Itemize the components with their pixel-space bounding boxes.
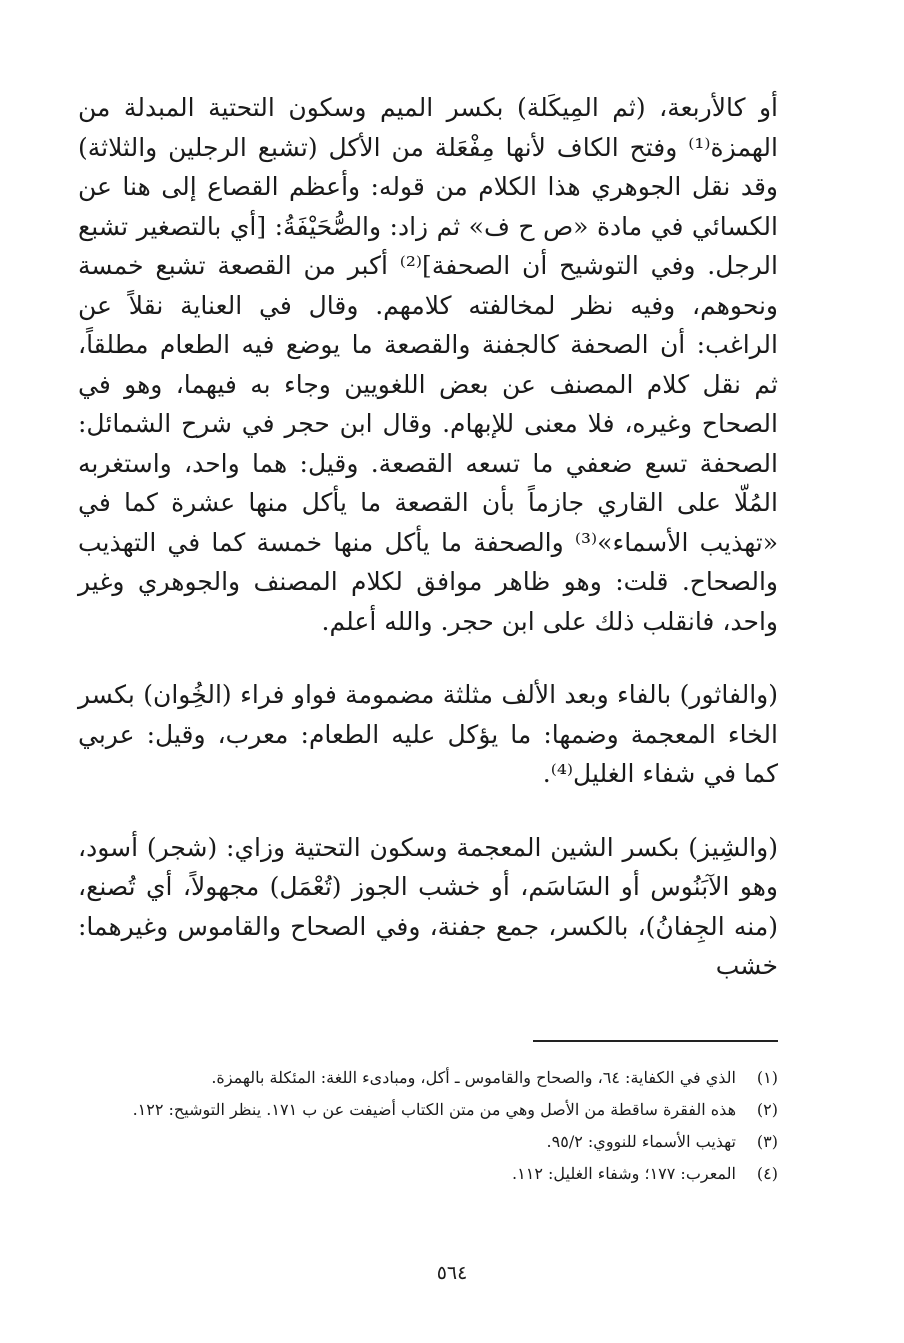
- main-text: [78, 88, 778, 986]
- footnote-1: [78, 1064, 778, 1092]
- footnote-number: (٤): [756, 1164, 778, 1183]
- paragraph-1: أو كالأربعة، (ثم المِيكَلة) بكسر الميم وسكون التحتية المبدلة من الهمزة⁽¹⁾ وفتح الكاف لأنها مِفْعَلة من الأكل (تشبع الرجلين والثلاثة) وقد نقل الجوهري هذا الكلام من قوله: وأعظم القصاع إلى هنا عن الكسائي في مادة «ص ح ف» ثم زاد: والصُّحَيْفَةُ: [أي بالتصغير تشبع الرجل. وفي التوشيح أن الصحفة]⁽²⁾ أكبر من القصعة تشبع خمسة ونحوهم، وفيه نظر لمخالفته كلامهم. وقال في العناية نقلاً عن الراغب: أن الصحفة كالجفنة والقصعة ما يوضع فيه الطعام مطلقاً، ثم نقل كلام المصنف عن بعض اللغويين وجاء به فيهما، وهو في الصحاح وغيره، فلا معنى للإبهام. وقال ابن حجر في شرح الشمائل: الصحفة تسع ضعفي ما تسعه القصعة. وقيل: هما واحد، واستغربه المُلّا على القاري جازماً بأن القصعة ما يأكل منها عشرة كما في «تهذيب الأسماء»⁽³⁾ والصحفة ما يأكل منها خمسة كما في التهذيب والصحاح. قلت: وهو ظاهر موافق لكلام المصنف والجوهري وغير واحد، فانقلب ذلك على ابن حجر. والله أعلم.: [78, 93, 779, 636]
- footnote-text: تهذيب الأسماء للنووي: ٩٥/٢.: [546, 1132, 736, 1151]
- page-number: ٥٦٤: [436, 1262, 468, 1284]
- footnote-number: (٣): [756, 1132, 778, 1151]
- footnotes: [78, 1064, 778, 1192]
- footnote-number: (١): [756, 1068, 778, 1087]
- footnote-3: [78, 1128, 778, 1156]
- footnote-separator: [533, 1040, 778, 1042]
- footnote-text: هذه الفقرة ساقطة من الأصل وهي من متن الكتاب أضيفت عن ب ١٧١. ينظر التوشيح: ١٢٢.: [132, 1100, 736, 1119]
- footnote-text: الذي في الكفاية: ٦٤، والصحاح والقاموس ـ أكل، ومبادىء اللغة: المئكلة بالهمزة.: [211, 1068, 736, 1087]
- footnote-4: [78, 1160, 778, 1188]
- paragraph-3: (والشِيز) بكسر الشين المعجمة وسكون التحتية وزاي: (شجر) أسود، وهو الآبَنُوس أو السَاسَم، أو خشب الجوز (تُعْمَل) مجهولاً، أي تُصنع، (منه الجِفانُ)، بالكسر، جمع جفنة، وفي الصحاح والقاموس وغيرهما: خشب: [78, 832, 778, 980]
- footnote-2: [78, 1096, 778, 1124]
- paragraph-2: (والفاثور) بالفاء وبعد الألف مثلثة مضمومة فواو فراء (الخُِوان) بكسر الخاء المعجمة وضمها: ما يؤكل عليه الطعام: معرب، وقيل: عربي كما في شفاء الغليل⁽⁴⁾.: [78, 680, 778, 788]
- footnote-text: المعرب: ١٧٧؛ وشفاء الغليل: ١١٢.: [512, 1164, 736, 1183]
- footnote-number: (٢): [756, 1100, 778, 1119]
